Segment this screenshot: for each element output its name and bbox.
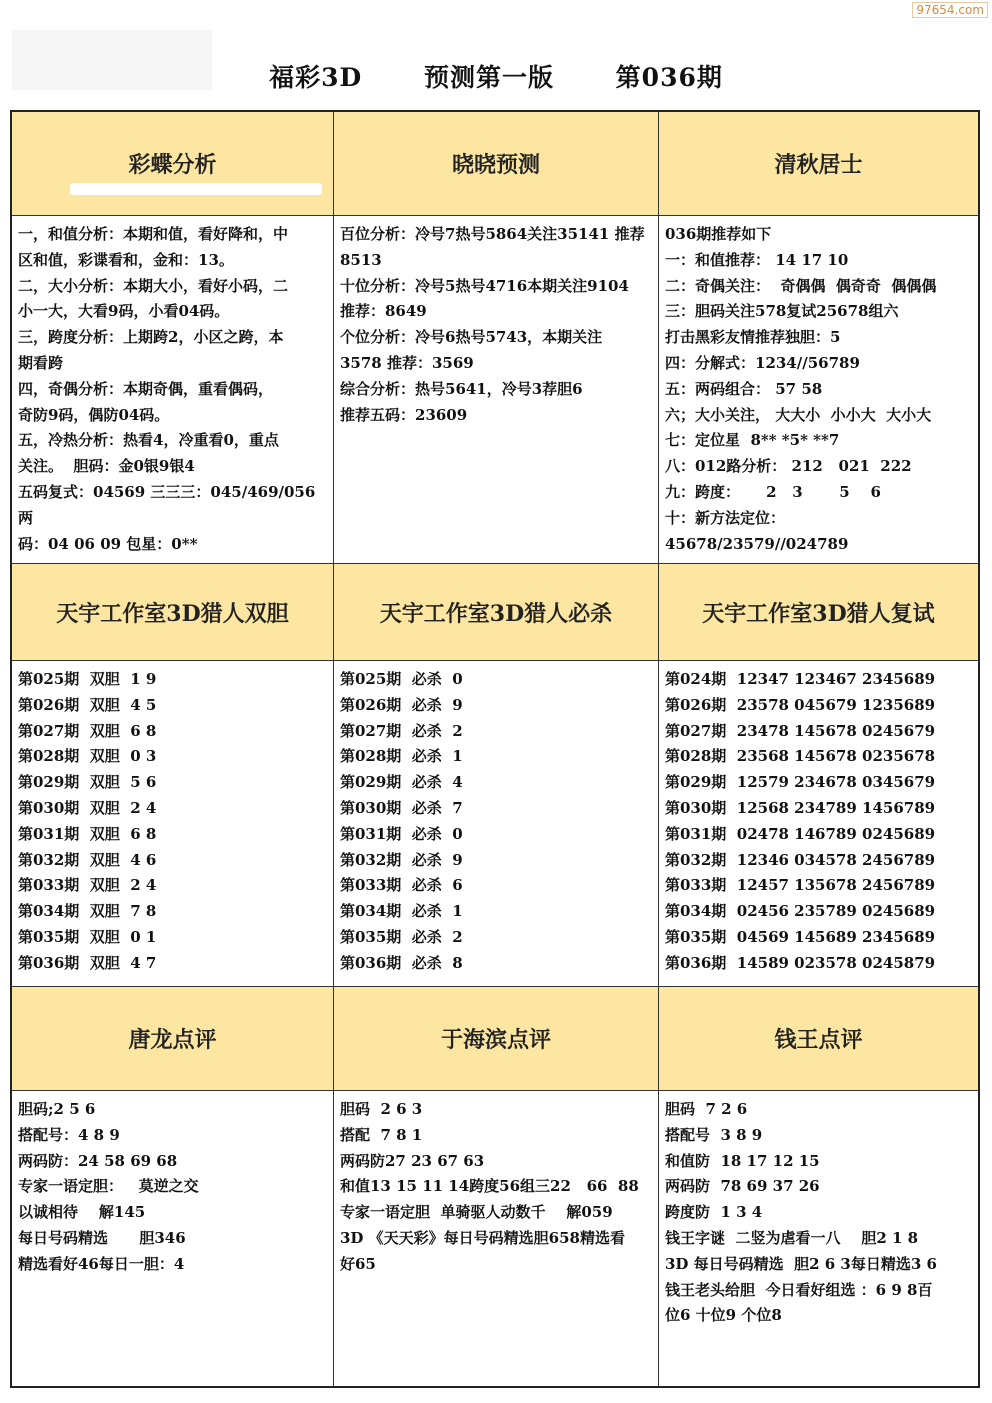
text-line: 第027期 23478 145678 0245679	[665, 721, 936, 740]
redacted-bar	[70, 183, 322, 195]
text-line: 第035期 04569 145689 2345689	[665, 927, 936, 946]
text-line: 和值13 15 11 14跨度56组三22 66 88	[340, 1177, 639, 1196]
text-line: 第034期 双胆 7 8	[18, 902, 157, 921]
text-line: 第033期 双胆 2 4	[18, 876, 157, 895]
text-line: 推荐五码：23609	[340, 405, 468, 424]
text-line: 第030期 12568 234789 1456789	[665, 798, 936, 817]
text-line: 3D 《天天彩》每日号码精选胆658精选看	[340, 1228, 625, 1247]
body-caidie	[12, 216, 334, 564]
header-tanglong	[12, 987, 334, 1091]
text-line: 位6 十位9 个位8	[665, 1306, 782, 1325]
text-line: 个位分析：冷号6热号5743，本期关注	[340, 328, 603, 347]
text-line: 和值防 18 17 12 15	[665, 1151, 820, 1170]
text-line: 036期推荐如下	[665, 225, 772, 243]
text-line: 一，和值分析：本期和值，看好降和，中	[18, 225, 289, 243]
text-line: 第029期 12579 234678 0345679	[665, 773, 936, 792]
text-line: 第033期 12457 135678 2456789	[665, 876, 936, 895]
title-issue: 第036期	[615, 63, 723, 92]
title-lottery: 福彩3D	[269, 63, 363, 92]
text-line: 第028期 必杀 1	[340, 747, 463, 766]
text-line: 第030期 必杀 7	[340, 798, 463, 817]
text-line: 胆码;2 5 6	[18, 1100, 96, 1118]
body-qianwang	[659, 1091, 978, 1386]
text-line: 第027期 双胆 6 8	[18, 721, 157, 740]
header-qingqiu	[659, 112, 978, 216]
text-line: 打击黑彩友情推荐独胆：5	[665, 328, 841, 347]
text-line: 第025期 必杀 0	[340, 670, 463, 688]
text-line: 第031期 必杀 0	[340, 824, 463, 843]
text-line: 3578 推荐：3569	[340, 353, 474, 372]
text-line: 第034期 02456 235789 0245689	[665, 902, 936, 921]
text-line: 五：两码组合： 57 58	[665, 379, 823, 398]
text-line: 搭配号：4 8 9	[18, 1125, 120, 1144]
text-line: 第026期 双胆 4 5	[18, 695, 157, 714]
text-line: 两码防：24 58 69 68	[18, 1151, 178, 1170]
text-line: 第032期 双胆 4 6	[18, 850, 157, 869]
header-bisha	[334, 564, 659, 661]
text-line: 3D 每日号码精选 胆2 6 3每日精选3 6	[665, 1254, 937, 1273]
header-tanglong-label: 唐龙点评	[128, 1027, 217, 1053]
header-bisha-label: 天宇工作室3D猎人必杀	[379, 600, 613, 627]
header-yuhaibin-label: 于海滨点评	[440, 1027, 551, 1053]
body-fushi	[659, 661, 978, 987]
header-shuangdan	[12, 564, 334, 661]
text-line: 跨度防 1 3 4	[665, 1203, 763, 1222]
body-bisha	[334, 661, 659, 987]
text-line: 期看跨	[18, 353, 64, 372]
text-line: 两码防 78 69 37 26	[665, 1177, 820, 1196]
header-qingqiu-label: 清秋居士	[774, 152, 863, 178]
text-line: 三，跨度分析：上期跨2，小区之跨，本	[18, 328, 284, 347]
page-title	[0, 58, 992, 94]
text-line: 第033期 必杀 6	[340, 876, 463, 895]
text-line: 一：和值推荐： 14 17 10	[665, 250, 849, 269]
text-line: 第036期 14589 023578 0245879	[665, 953, 936, 972]
header-fushi-label: 天宇工作室3D猎人复试	[702, 600, 935, 627]
text-line: 码：04 06 09 包星：0**	[18, 534, 198, 553]
header-xiaoxiao	[334, 112, 659, 216]
body-tanglong	[12, 1091, 334, 1386]
header-caidie-label: 彩蝶分析	[128, 152, 217, 178]
text-line: 钱王字谜 二竖为虐看一八 胆2 1 8	[665, 1228, 919, 1247]
text-line: 二，大小分析：本期大小，看好小码，二	[18, 276, 289, 295]
text-line: 小一大，大看9码，小看04码。	[18, 302, 230, 321]
body-xiaoxiao	[334, 216, 659, 564]
text-line: 以诚相待 解145	[18, 1203, 146, 1222]
text-line: 第026期 23578 045679 1235689	[665, 695, 936, 714]
text-line: 第031期 双胆 6 8	[18, 824, 157, 843]
text-line: 七：定位星 8** *5* **7	[665, 431, 840, 450]
text-line: 四：分解式：1234//56789	[665, 353, 860, 372]
text-line: 第035期 必杀 2	[340, 927, 463, 946]
body-yuhaibin	[334, 1091, 659, 1386]
header-xiaoxiao-label: 晓晓预测	[451, 152, 540, 178]
body-qingqiu	[659, 216, 978, 564]
text-line: 好65	[340, 1254, 376, 1273]
text-line: 两码防27 23 67 63	[340, 1151, 485, 1170]
text-line: 第032期 12346 034578 2456789	[665, 850, 936, 869]
text-line: 十：新方法定位： 45678/23579//024789	[665, 508, 849, 553]
text-line: 四，奇偶分析：本期奇偶，重看偶码，	[18, 379, 274, 398]
prediction-table	[10, 110, 980, 1388]
text-line: 区和值，彩谍看和，金和：13。	[18, 250, 234, 269]
text-line: 第025期 双胆 1 9	[18, 670, 157, 688]
text-line: 第030期 双胆 2 4	[18, 798, 157, 817]
text-line: 五码复式：04569 三三三：045/469/056 两	[18, 482, 321, 527]
header-shuangdan-label: 天宇工作室3D猎人双胆	[56, 600, 289, 627]
text-line: 八：012路分析： 212 021 222	[665, 457, 912, 476]
header-fushi	[659, 564, 978, 661]
text-line: 第026期 必杀 9	[340, 695, 463, 714]
text-line: 第024期 12347 123467 2345689	[665, 670, 936, 688]
text-line: 搭配号 3 8 9	[665, 1125, 763, 1144]
text-line: 第028期 双胆 0 3	[18, 747, 157, 766]
text-line: 二：奇偶关注： 奇偶偶 偶奇奇 偶偶偶	[665, 276, 937, 295]
title-edition: 预测第一版	[423, 63, 554, 92]
text-line: 第032期 必杀 9	[340, 850, 463, 869]
text-line: 第029期 双胆 5 6	[18, 773, 157, 792]
text-line: 搭配 7 8 1	[340, 1125, 423, 1144]
header-qianwang	[659, 987, 978, 1091]
text-line: 第031期 02478 146789 0245689	[665, 824, 936, 843]
text-line: 百位分析：冷号7热号5864关注35141 推荐	[340, 225, 645, 243]
text-line: 钱王老头给胆 今日看好组选 ：6 9 8百	[665, 1280, 933, 1299]
header-caidie	[12, 112, 334, 216]
text-line: 九：跨度： 2 3 5 6	[665, 482, 881, 501]
text-line: 专家一语定胆 单骑驱人动数千 解059	[340, 1203, 613, 1222]
text-line: 六；大小关注， 大大小 小小大 大小大	[665, 405, 932, 424]
text-line: 第034期 必杀 1	[340, 902, 463, 921]
text-line: 第036期 双胆 4 7	[18, 953, 157, 972]
text-line: 奇防9码，偶防04码。	[18, 405, 170, 424]
text-line: 8513	[340, 250, 382, 269]
header-qianwang-label: 钱王点评	[774, 1027, 863, 1053]
body-shuangdan	[12, 661, 334, 987]
text-line: 推荐：8649	[340, 302, 427, 321]
text-line: 精选看好46每日一胆：4	[18, 1254, 185, 1273]
text-line: 三：胆码关注578复试25678组六	[665, 302, 899, 321]
text-line: 每日号码精选 胆346	[18, 1228, 186, 1247]
text-line: 胆码 2 6 3	[340, 1100, 423, 1118]
text-line: 第036期 必杀 8	[340, 953, 463, 972]
text-line: 第029期 必杀 4	[340, 773, 463, 792]
text-line: 第035期 双胆 0 1	[18, 927, 157, 946]
text-line: 综合分析：热号5641，冷号3荐胆6	[340, 379, 583, 398]
site-watermark: 97654.com	[912, 2, 988, 18]
text-line: 五，冷热分析：热看4，冷重看0，重点	[18, 431, 279, 450]
text-line: 第028期 23568 145678 0235678	[665, 747, 936, 766]
header-yuhaibin	[334, 987, 659, 1091]
text-line: 关注。 胆码：金0银9银4	[18, 457, 195, 476]
text-line: 胆码 7 2 6	[665, 1100, 748, 1118]
text-line: 第027期 必杀 2	[340, 721, 463, 740]
text-line: 十位分析：冷号5热号4716本期关注9104	[340, 276, 629, 295]
text-line: 专家一语定胆： 莫逆之交	[18, 1177, 199, 1196]
